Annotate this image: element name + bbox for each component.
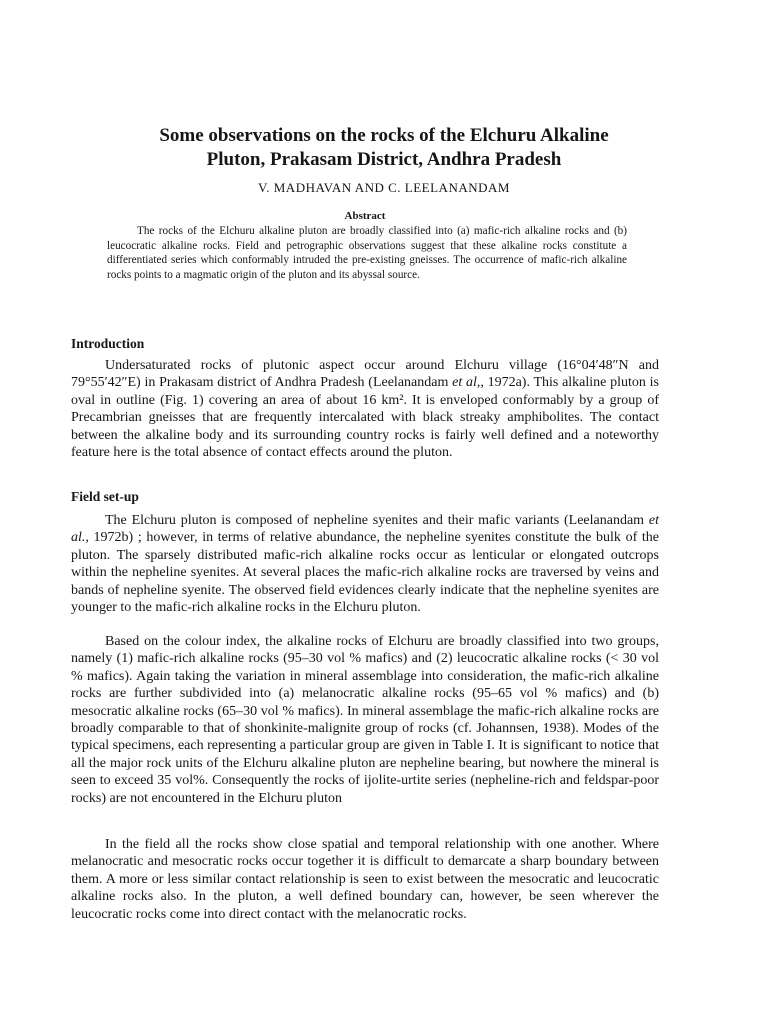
field-text-part-2: , 1972b) ; however, in terms of relative abundance, the nepheline syenites constitute the bulk of the pluton. The sparsely distributed mafic-rich alkaline rocks occur as lenticular or elongated outcrops within the nepheline syenites. At several places the mafic-rich alkaline rocks are traversed by veins and bands of nepheline syenite. The observed field evidences clearly indicate that the nepheline syenites are younger to the mafic-rich alkaline rocks in the Elchuru pluton.	[71, 530, 659, 616]
field-paragraph-1	[71, 512, 659, 616]
field-et-al: et al.	[71, 513, 659, 546]
introduction-heading: Introduction	[71, 336, 145, 351]
intro-text-part-2: ,, 1972a). This alkaline pluton is oval in outline (Fig. 1) covering an area of about 16 km². It is enveloped conformably by a group of Precambrian gneisses that are frequently intercalated with black streaky amphibolites. The contact between the alkaline body and its surrounding country rocks is fairly well defined and a noteworthy feature here is the total absence of contact effects around the pluton.	[71, 375, 659, 461]
paper-title	[40, 124, 728, 172]
intro-text-part-1: Undersaturated rocks of plutonic aspect occur around Elchuru village (16°04′48″N and 79°55′42″E) in Prakasam district of Andhra Pradesh (Leelanandam	[71, 358, 659, 391]
introduction-paragraph	[71, 357, 659, 461]
field-setup-heading: Field set-up	[71, 489, 139, 504]
intro-et-al: et al	[452, 375, 477, 391]
abstract-text: The rocks of the Elchuru alkaline pluton are broadly classified into (a) mafic-rich alkaline rocks and (b) leucocratic alkaline rocks. Field and petrographic observations suggest that these alkaline rocks constitute a differentiated series which conformably intruded the pre-existing gneisses. The occurrence of mafic-rich alkaline rocks points to a magmatic origin of the pluton and its abyssal source.	[107, 225, 627, 282]
author-line: V. MADHAVAN AND C. LEELANANDAM	[258, 180, 510, 195]
field-paragraph-3: In the field all the rocks show close spatial and temporal relationship with one another. Where melanocratic and mesocratic rocks occur together it is difficult to demarcate a sharp boundary between them. A more or less similar contact relationship is seen to exist between the mesocratic and leucocratic alkaline rocks also. In the pluton, a well defined boundary can, however, be seen wherever the leucocratic rocks come into direct contact with the melanocratic rocks.	[71, 837, 659, 922]
abstract-heading: Abstract	[344, 210, 386, 222]
title-line-1: Some observations on the rocks of the Elchuru Alkaline	[159, 125, 609, 146]
field-paragraph-2: Based on the colour index, the alkaline rocks of Elchuru are broadly classified into two groups, namely (1) mafic-rich alkaline rocks (95–30 vol % mafics) and (2) leucocratic alkaline rocks (< 30 vol % mafics). Again taking the variation in mineral assemblage into consideration, the mafic-rich alkaline rocks are further subdivided into (a) melanocratic alkaline rocks (95–65 vol % mafics) and (b) mesocratic alkaline rocks (65–30 vol % mafics). In mineral assemblage the mafic-rich alkaline rocks are broadly comparable to that of shonkinite-malignite group of rocks (cf. Johannsen, 1938). Modes of the typical specimens, each representing a particular group are given in Table I. It is significant to notice that all the major rock units of the Elchuru alkaline pluton are nepheline bearing, but nowhere the mineral is seen to exceed 35 vol%. Consequently the rocks of ijolite-urtite series (nepheline-rich and feldspar-poor rocks) are not encountered in the Elchuru pluton	[71, 634, 659, 806]
title-line-2: Pluton, Prakasam District, Andhra Pradesh	[206, 149, 562, 170]
field-text-part-1: The Elchuru pluton is composed of nepheline syenites and their mafic variants (Leelanandam	[105, 513, 649, 528]
